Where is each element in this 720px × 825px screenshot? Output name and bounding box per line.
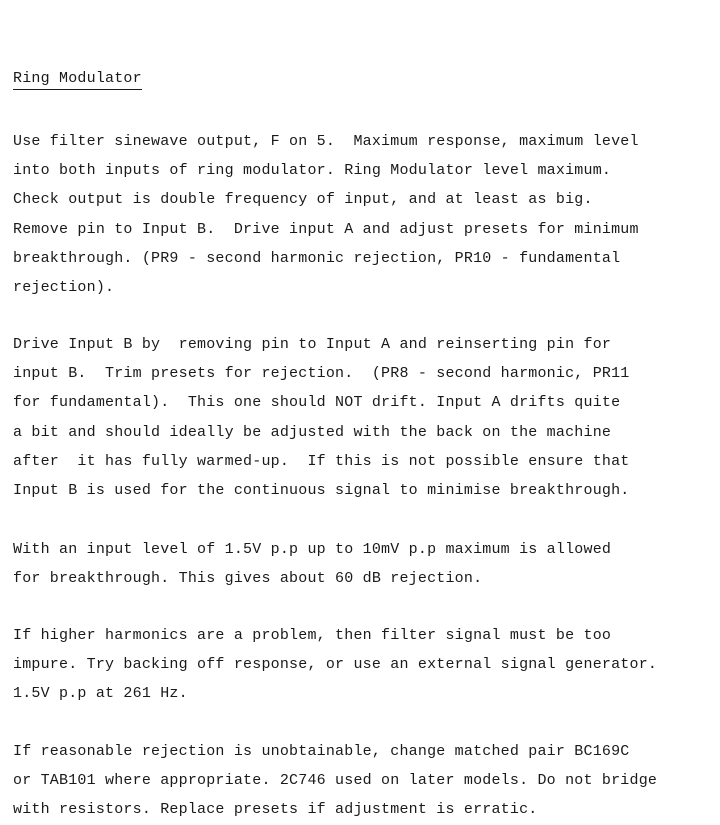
text-line: for breakthrough. This gives about 60 dB rejection.	[13, 570, 483, 588]
text-line: impure. Try backing off response, or use an external signal generator.	[13, 656, 658, 674]
page-title: Ring Modulator	[13, 70, 142, 90]
text-line: If higher harmonics are a problem, then filter signal must be too	[13, 627, 612, 644]
paragraph-3	[13, 535, 611, 593]
text-line: Input B is used for the continuous signal to minimise breakthrough.	[13, 482, 630, 500]
text-line: 1.5V p.p at 261 Hz.	[13, 685, 188, 703]
text-line: Remove pin to Input B. Drive input A and adjust presets for minimum	[13, 220, 639, 238]
text-line: or TAB101 where appropriate. 2C746 used on later models. Do not bridge	[13, 772, 658, 790]
paragraph-2	[13, 330, 630, 505]
text-line: a bit and should ideally be adjusted with the back on the machine	[13, 423, 612, 441]
paragraph-5	[13, 737, 657, 825]
text-line: with resistors. Replace presets if adjustment is erratic.	[13, 801, 538, 819]
text-line: input B. Trim presets for rejection. (PR8 - second harmonic, PR11	[13, 365, 630, 383]
text-line: after it has fully warmed-up. If this is not possible ensure that	[13, 452, 630, 470]
text-line: Drive Input B by removing pin to Input A and reinserting pin for	[13, 336, 612, 353]
text-line: for fundamental). This one should NOT drift. Input A drifts quite	[13, 394, 621, 412]
text-line: rejection).	[13, 279, 115, 297]
text-line: Check output is double frequency of input, and at least as big.	[13, 191, 593, 209]
paragraph-4	[13, 621, 657, 709]
text-line: If reasonable rejection is unobtainable, change matched pair BC169C	[13, 743, 630, 760]
text-line: into both inputs of ring modulator. Ring Modulator level maximum.	[13, 162, 612, 180]
paragraph-1	[13, 127, 639, 302]
text-line: Use filter sinewave output, F on 5. Maximum response, maximum level	[13, 133, 639, 150]
text-line: With an input level of 1.5V p.p up to 10mV p.p maximum is allowed	[13, 541, 612, 558]
text-line: breakthrough. (PR9 - second harmonic rejection, PR10 - fundamental	[13, 249, 621, 267]
